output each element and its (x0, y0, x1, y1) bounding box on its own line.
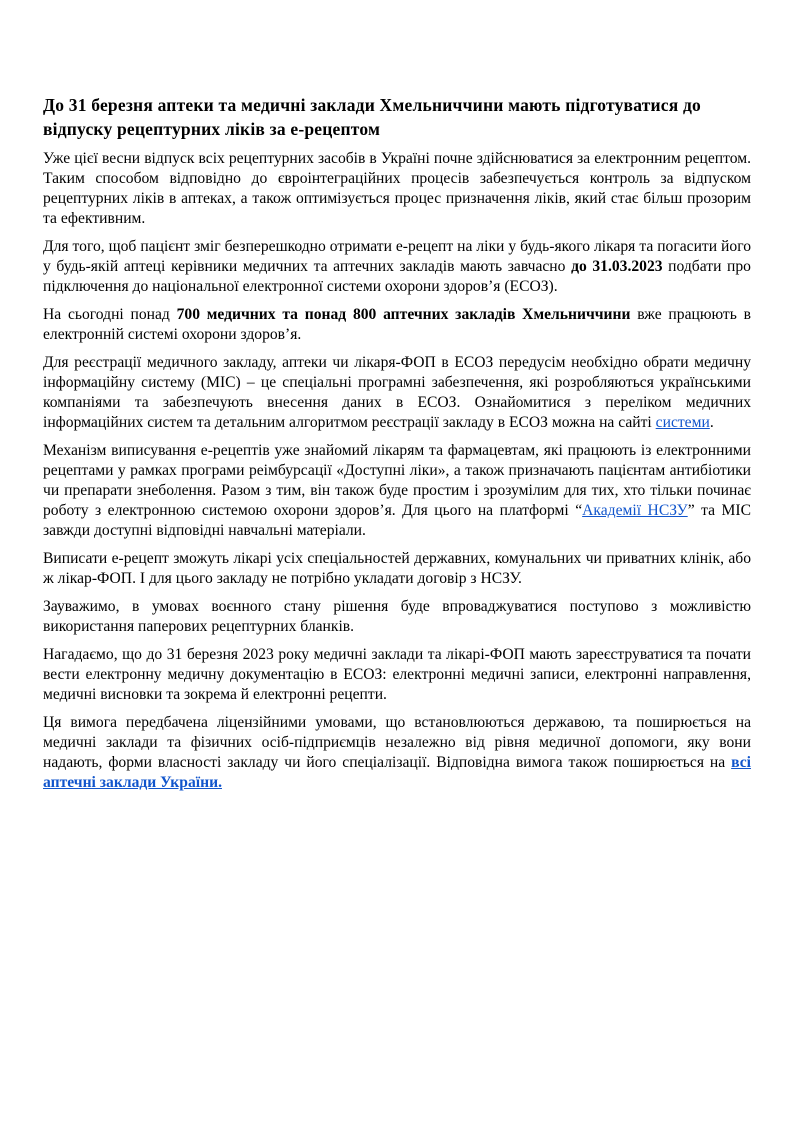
link-apteky-ukrainy[interactable]: всі аптечні заклади України. (43, 754, 751, 791)
text-run: Нагадаємо, що до 31 березня 2023 року медичні заклади та лікарі-ФОП мають зареєструватися та почати вести електронну медичну документацію в ЕСОЗ: електронні медичні записи, електронні направлення, медичні висновки та зокрема й електронні рецепти. (43, 646, 751, 703)
text-run: На сьогодні понад (43, 306, 177, 323)
link-systemy[interactable]: системи (655, 414, 710, 431)
paragraph-license (43, 713, 751, 793)
statistics-bold: 700 медичних та понад 800 аптечних закладів Хмельниччини (176, 306, 631, 323)
paragraph-deadline (43, 237, 751, 297)
deadline-date-bold: до 31.03.2023 (571, 258, 663, 275)
document-title: До 31 березня аптеки та медичні заклади Хмельниччини мають підготуватися до відпуску рецептурних ліків за е-рецептом (43, 95, 701, 139)
paragraph-registration (43, 353, 751, 433)
paragraph-intro (43, 149, 751, 229)
text-run: вже працюють в електронній системі охорони здоров’я. (43, 306, 751, 343)
text-run: Зауважимо, в умовах воєнного стану рішення буде впроваджуватися поступово з можливістю використання паперових рецептурних бланків. (43, 598, 751, 635)
paragraph-statistics (43, 305, 751, 345)
text-run: Механізм виписування е-рецептів уже знайомий лікарям та фармацевтам, які працюють із електронними рецептами у рамках програми реімбурсації «Доступні ліки», а також призначають пацієнтам антибіотики чи препарати знеболення. Разом з тим, він також буде простим і зрозумілим для тих, хто тільки починає роботу з електронною системою охорони здоров’я. Для цього на платформі “ (43, 442, 751, 519)
document-body (43, 93, 751, 801)
link-akademiya-nszu[interactable]: Академії НСЗУ (582, 502, 688, 519)
paragraph-martial-law (43, 597, 751, 637)
text-run: Ця вимога передбачена ліцензійними умовами, що встановлюються державою, та поширюється на медичні заклади та фізичних осіб-підприємців незалежно від рівня медичної допомоги, яку вони надають, форми власності закладу чи його спеціалізації. Відповідна вимога також поширюється на (43, 714, 751, 771)
paragraph-mechanism (43, 441, 751, 541)
paragraph-doctors (43, 549, 751, 589)
paragraph-reminder (43, 645, 751, 705)
text-run: . (709, 414, 714, 431)
text-run: Виписати е-рецепт зможуть лікарі усіх спеціальностей державних, комунальних чи приватних клінік, або ж лікар-ФОП. І для цього закладу не потрібно укладати договір з НСЗУ. (43, 550, 751, 587)
text-run: Для реєстрації медичного закладу, аптеки чи лікаря-ФОП в ЕСОЗ передусім необхідно обрати медичну інформаційну систему (МІС) – це спеціальні програмні забезпечення, які розробляються українськими компаніями та забезпечують внесення даних в ЕСОЗ. Ознайомитися з переліком медичних інформаційних систем та детальним алгоритмом реєстрації закладу в ЕСОЗ можна на сайті (43, 354, 751, 431)
text-run: Для того, щоб пацієнт зміг безперешкодно отримати е-рецепт на ліки у будь-якого лікаря та погасити його у будь-якій аптеці керівники медичних та аптечних закладів мають завчасно (43, 238, 751, 275)
text-run: подбати про підключення до національної електронної системи охорони здоров’я (ЕСОЗ). (43, 258, 751, 295)
text-run: ” та МІС завжди доступні відповідні навчальні матеріали. (43, 502, 751, 539)
text-run: Уже цієї весни відпуск всіх рецептурних засобів в Україні почне здійснюватися за електронним рецептом. Таким способом відповідно до євроінтеграційних процесів забезпечується контроль за відпуском рецептурних ліків в аптеках, а також оптимізується процес призначення ліків, який стає більш прозорим та ефективним. (43, 150, 751, 227)
